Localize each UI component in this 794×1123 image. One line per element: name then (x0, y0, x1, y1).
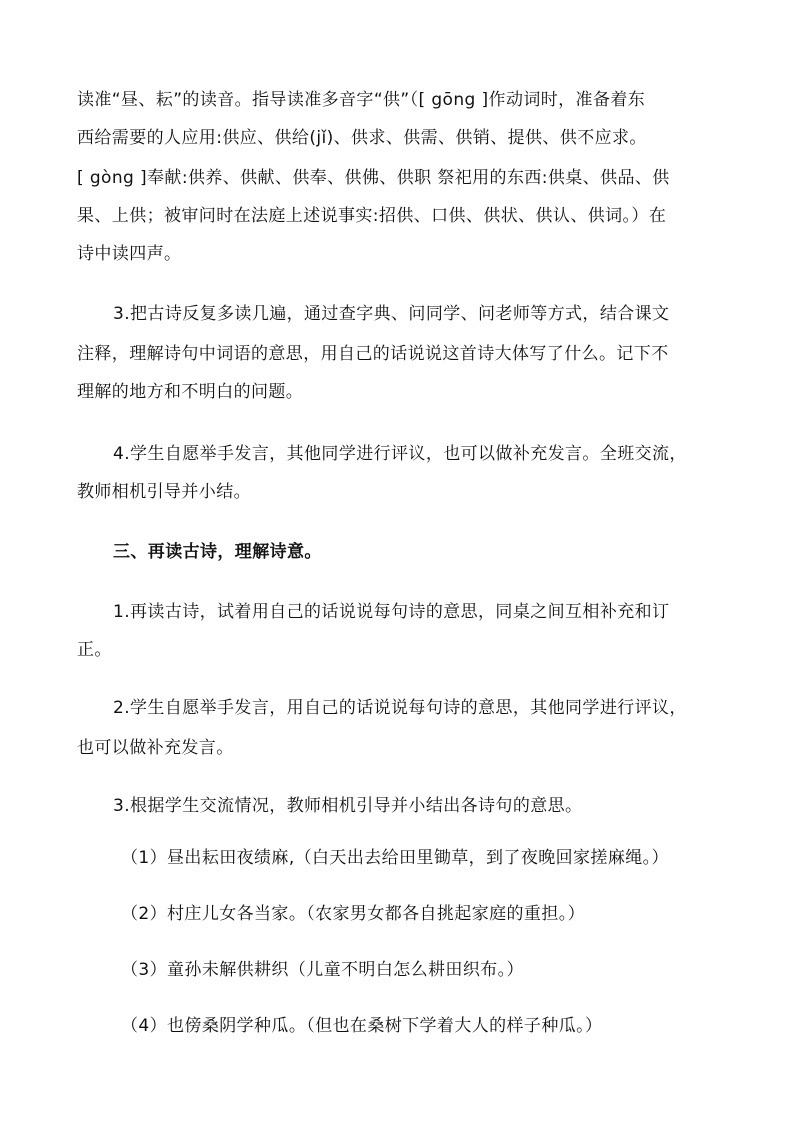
p4-line-1: 1.再读古诗，试着用自己的话说说每句诗的意思，同桌之间互相补充和订 (113, 602, 670, 622)
p6-line-1: 3.根据学生交流情况，教师相机引导并小结出各诗句的意思。 (113, 796, 583, 816)
p3-line-1: 4.学生自愿举手发言，其他同学进行评议，也可以做补充发言。全班交流， (113, 444, 687, 464)
p1-line-2: 西给需要的人应用:供应、供给(jǐ)、供求、供需、供销、提供、供不应求。 (77, 128, 647, 148)
p2-line-1: 3.把古诗反复多读几遍，通过查字典、问同学、问老师等方式，结合课文 (113, 304, 670, 324)
section-heading: 三、再读古诗，理解诗意。 (113, 542, 322, 562)
poem-item-2: （2）村庄儿女各当家。（农家男女都各自挑起家庭的重担。） (121, 904, 586, 924)
p3-line-2: 教师相机引导并小结。 (77, 482, 251, 502)
p1-line-4: 果、上供；被审问时在法庭上述说事实:招供、口供、供状、供认、供词。）在 (77, 206, 667, 226)
p5-line-1: 2.学生自愿举手发言，用自己的话说说每句诗的意思，其他同学进行评议， (113, 698, 687, 718)
p1-line-1: 读准“昼、耘”的读音。指导读准多音字“供”（[ gōng ]作动词时，准备着东 (77, 90, 646, 110)
p1-line-3: [ gòng ]奉献:供养、供献、供奉、供佛、供职 祭祀用的东西:供桌、供品、供 (77, 168, 670, 188)
p5-line-2: 也可以做补充发言。 (77, 738, 234, 758)
poem-item-1: （1）昼出耘田夜绩麻,（白天出去给田里锄草，到了夜晚回家搓麻绳。） (121, 848, 669, 868)
p4-line-2: 正。 (77, 640, 112, 660)
p2-line-2: 注释，理解诗句中词语的意思，用自己的话说说这首诗大体写了什么。记下不 (77, 344, 669, 364)
p2-line-3: 理解的地方和不明白的问题。 (77, 382, 304, 402)
p1-line-5: 诗中读四声。 (77, 244, 182, 264)
poem-item-3: （3）童孙未解供耕织（儿童不明白怎么耕田织布。） (121, 960, 524, 980)
poem-item-4: （4）也傍桑阴学种瓜。（但也在桑树下学着大人的样子种瓜。） (121, 1016, 603, 1036)
